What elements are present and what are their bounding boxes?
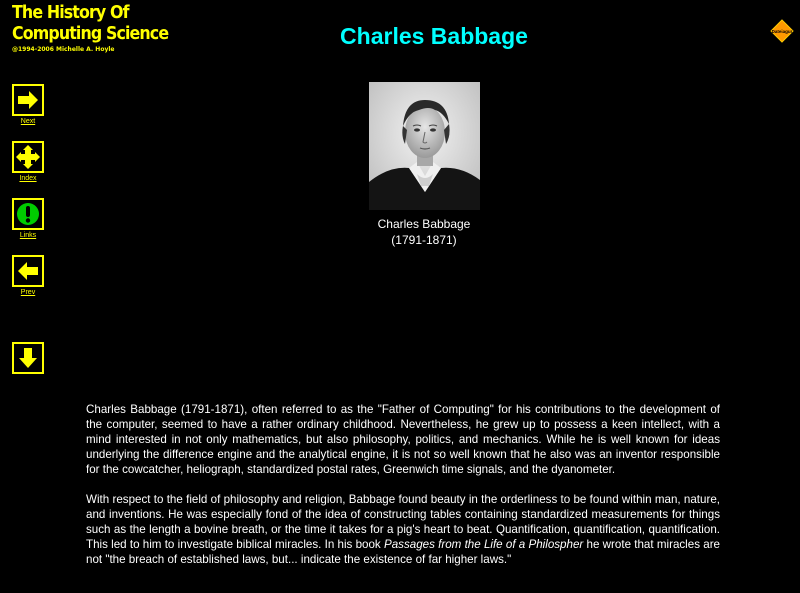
paragraph-2-text-a: With respect to the field of philosophy and religion, Babbage found beauty in the orderliness to be found within man, nature, and inventions. He was especially fond of the idea of constructing tables containing standardized measurements for things such as the length a bovine breath, or the time it takes for a pig's heart to beat. Quantification, quantification, quantification. This led to him to investigate biblical miracles. In his book: [86, 493, 720, 551]
copyright-text: @1994-2006 Michelle A. Hoyle: [12, 46, 115, 53]
nav-prev[interactable]: [10, 255, 46, 296]
nav-down[interactable]: [10, 342, 46, 374]
nav-links[interactable]: [10, 198, 46, 239]
nav-index[interactable]: [10, 141, 46, 182]
portrait-caption: [324, 216, 524, 248]
exclamation-icon[interactable]: [12, 198, 44, 230]
nav-links-link[interactable]: Links: [19, 232, 37, 239]
arrow-right-icon[interactable]: [12, 84, 44, 116]
book-title: Passages from the Life of a Philospher: [383, 538, 584, 551]
arrow-left-icon[interactable]: [12, 255, 44, 287]
caption-years: (1791-1871): [391, 233, 457, 247]
logo-line-2: Computing Science: [12, 23, 169, 44]
nav-next[interactable]: [10, 84, 46, 125]
four-way-arrows-icon[interactable]: [12, 141, 44, 173]
portrait-image: [369, 82, 480, 210]
badge-text: Dateiagur: [771, 29, 793, 34]
paragraph-1: Charles Babbage (1791-1871), often referred to as the "Father of Computing" for his contributions to the development of the computer, seemed to have a rather ordinary childhood. Nevertheless, he grew up to possess a keen intellect, with a mind interested in not only mathematics, but also philosophy, politics, and mechanics. While he is well known for ideas underlying the difference engine and the analytical engine, it is not so well known that he also was an inventor responsible for the cowcatcher, heliograph, standardized postal rates, Greenwich time signals, and the dyanometer.: [86, 403, 720, 476]
article-body: [86, 402, 720, 582]
caption-name: Charles Babbage: [377, 217, 471, 231]
arrow-down-icon[interactable]: [12, 342, 44, 374]
nav-index-link[interactable]: Index: [19, 175, 37, 182]
page-title: Charles Babbage: [340, 23, 528, 49]
nav-prev-link[interactable]: Prev: [20, 289, 36, 296]
paragraph-2-text-b: he wrote that miracles are not "the breach of established laws, but... indicate the existence of far higher laws.": [86, 538, 721, 566]
paragraph-2: [86, 492, 720, 567]
nav-next-link[interactable]: Next: [20, 118, 36, 125]
external-badge-icon[interactable]: [770, 19, 794, 43]
logo-line-1: The History Of: [12, 2, 129, 23]
